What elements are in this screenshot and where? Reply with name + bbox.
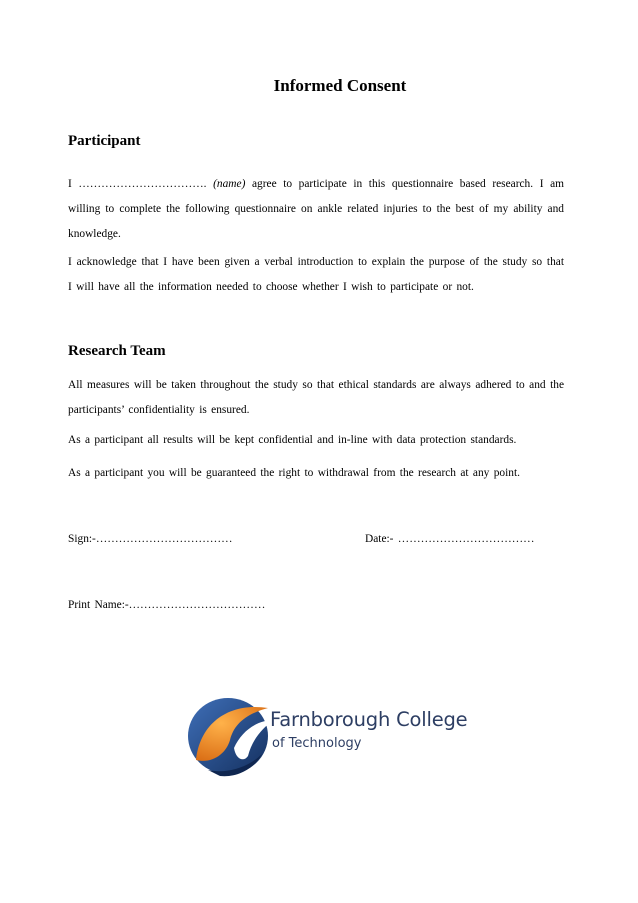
research-team-paragraph-2: As a participant all results will be kept confidential and in-line with data protection standards. <box>68 434 517 446</box>
participant-paragraph-2: I acknowledge that I have been given a verbal introduction to explain the purpose of the study so that I will have all the information needed to choose whether I wish to participate or not. <box>68 256 564 293</box>
logo-text-line-1: Farnborough College <box>270 708 468 731</box>
date-field: Date:- ……………………………… <box>365 533 535 545</box>
logo-text-line-2: of Technology <box>272 736 362 751</box>
sign-field: Sign:-……………………………… <box>68 533 233 545</box>
research-team-paragraph-1: All measures will be taken throughout the study so that ethical standards are always adhered to and the participants’ confidentiality is ensured. <box>68 379 564 416</box>
swoosh-icon <box>186 690 278 780</box>
college-logo <box>186 690 468 780</box>
research-team-paragraph-3: As a participant you will be guaranteed the right to withdrawal from the research at any point. <box>68 467 520 479</box>
research-team-heading: Research Team <box>68 343 166 359</box>
print-name-field: Print Name:-……………………………… <box>68 599 266 611</box>
name-hint: (name) <box>213 178 246 190</box>
participant-heading: Participant <box>68 133 141 149</box>
page-title: Informed Consent <box>273 76 407 95</box>
participant-paragraph-1 <box>68 172 564 247</box>
participant-paragraph-1-text: agree to participate in this questionnaire based research. I am willing to complete the following questionnaire on ankle related injuries to the best of my ability and knowledge. <box>68 178 564 240</box>
participant-name-blank: I ……………………………. <box>68 178 214 190</box>
